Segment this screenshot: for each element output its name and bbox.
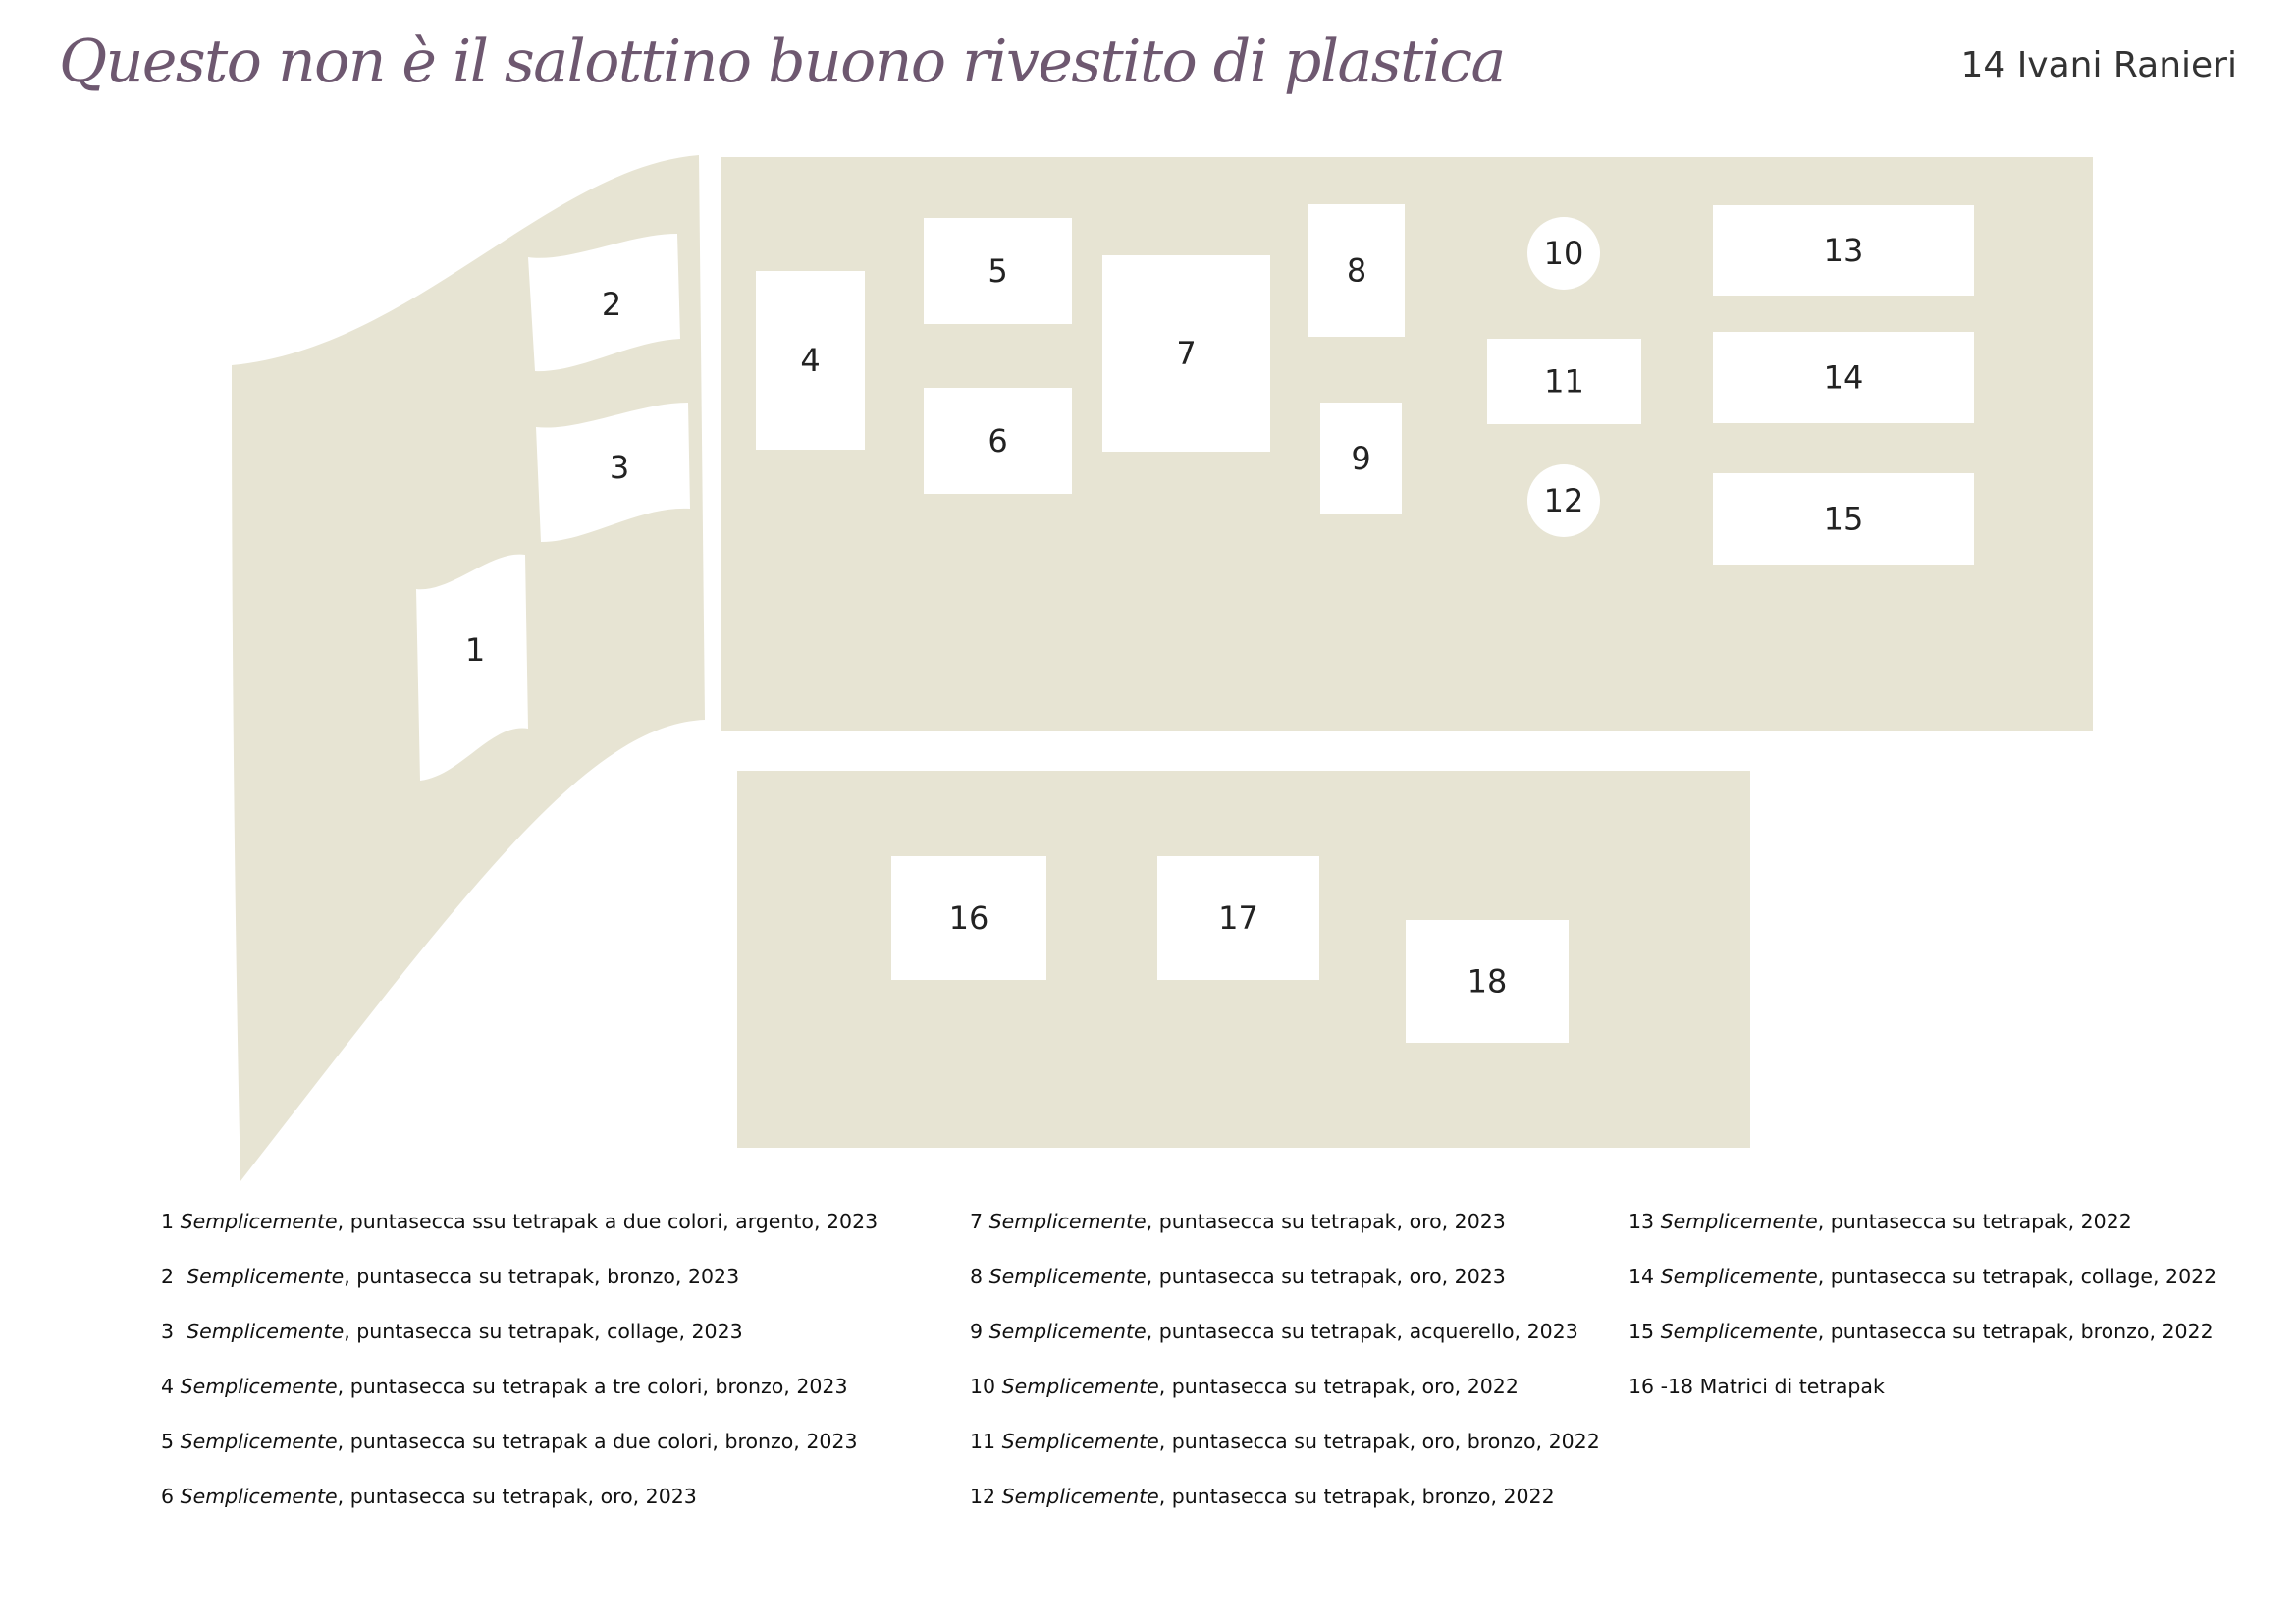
caption-details: , puntasecca su tetrapak, oro, 2023 [1146,1265,1506,1288]
piece-18-label: 18 [1467,962,1508,1001]
caption-number: 9 [970,1320,989,1343]
piece-14-label: 14 [1823,358,1864,397]
piece-5-label: 5 [988,252,1008,290]
caption-number: 12 [970,1485,1002,1508]
piece-6-label: 6 [988,422,1008,460]
caption-title: Semplicemente [988,1320,1147,1343]
room-author: 14 Ivani Ranieri [1960,45,2237,85]
piece-12-label: 12 [1543,482,1584,519]
caption-title: Semplicemente [180,1375,338,1398]
caption-number: 6 [161,1485,181,1508]
piece-7 [1102,255,1270,452]
caption-title: Semplicemente [1001,1485,1159,1508]
caption-details: , puntasecca su tetrapak, collage, 2022 [1817,1265,2217,1288]
caption-item [970,1320,1600,1375]
caption-details: , puntasecca su tetrapak, oro, bronzo, 2022 [1158,1430,1600,1453]
caption-number: 7 [970,1210,989,1233]
caption-number: 16 -18 Matrici di tetrapak [1629,1375,1885,1398]
caption-item [1629,1265,2216,1320]
caption-details: , puntasecca su tetrapak, bronzo, 2022 [1817,1320,2214,1343]
piece-6 [924,388,1072,494]
caption-title: Semplicemente [1660,1210,1818,1233]
caption-item [161,1430,878,1485]
piece-15-label: 15 [1823,500,1864,538]
caption-number: 4 [161,1375,181,1398]
caption-item [970,1485,1600,1540]
piece-10-label: 10 [1543,235,1584,272]
caption-details: , puntasecca su tetrapak, collage, 2023 [344,1320,743,1343]
piece-10 [1527,217,1600,290]
piece-4-label: 4 [800,342,821,379]
piece-13 [1713,205,1974,296]
piece-2-label: 2 [601,286,622,323]
caption-details: , puntasecca su tetrapak, acquerello, 2023 [1146,1320,1578,1343]
piece-11 [1487,339,1641,424]
piece-9 [1320,403,1402,514]
caption-details: , puntasecca su tetrapak, bronzo, 2022 [1158,1485,1555,1508]
caption-details: , puntasecca ssu tetrapak a due colori, argento, 2023 [337,1210,879,1233]
caption-title: Semplicemente [180,1430,338,1453]
caption-title: Semplicemente [180,1485,338,1508]
caption-details: , puntasecca su tetrapak, oro, 2023 [1146,1210,1506,1233]
piece-14 [1713,332,1974,423]
caption-details: , puntasecca su tetrapak a due colori, bronzo, 2023 [337,1430,858,1453]
caption-number: 1 [161,1210,181,1233]
piece-4 [756,271,865,450]
piece-17 [1157,856,1319,980]
piece-12 [1527,464,1600,537]
caption-item [1629,1320,2216,1375]
caption-details: , puntasecca su tetrapak, 2022 [1817,1210,2132,1233]
caption-details: , puntasecca su tetrapak a tre colori, bronzo, 2023 [337,1375,848,1398]
caption-number: 10 [970,1375,1002,1398]
caption-number: 11 [970,1430,1002,1453]
caption-item [970,1375,1600,1430]
caption-item [161,1485,878,1540]
caption-title: Semplicemente [180,1210,338,1233]
caption-item [970,1430,1600,1485]
caption-item [161,1210,878,1265]
caption-item [161,1320,878,1375]
caption-item [1629,1210,2216,1265]
caption-details: , puntasecca su tetrapak, bronzo, 2023 [344,1265,740,1288]
piece-16-label: 16 [948,899,989,937]
caption-item [970,1265,1600,1320]
caption-title: Semplicemente [1001,1375,1159,1398]
captions-column-3 [1629,1210,2216,1430]
piece-1-label: 1 [464,631,486,669]
caption-title: Semplicemente [988,1265,1147,1288]
captions-column-1 [161,1210,878,1540]
piece-9-label: 9 [1351,440,1371,477]
caption-title: Semplicemente [187,1320,345,1343]
captions-column-2 [970,1210,1600,1540]
piece-3-label: 3 [609,449,630,486]
caption-item [161,1265,878,1320]
piece-16 [891,856,1046,980]
piece-13-label: 13 [1823,232,1864,269]
caption-number: 15 [1629,1320,1661,1343]
caption-title: Semplicemente [988,1210,1147,1233]
caption-item [1629,1375,2216,1430]
caption-title: Semplicemente [1660,1320,1818,1343]
caption-title: Semplicemente [1660,1265,1818,1288]
caption-number: 14 [1629,1265,1661,1288]
piece-5 [924,218,1072,324]
caption-item [161,1375,878,1430]
caption-number: 8 [970,1265,989,1288]
piece-8-label: 8 [1346,251,1367,290]
caption-title: Semplicemente [187,1265,345,1288]
caption-number: 3 [161,1320,187,1343]
caption-number: 5 [161,1430,181,1453]
piece-15 [1713,473,1974,565]
piece-7-label: 7 [1176,335,1197,372]
piece-17-label: 17 [1218,899,1258,937]
piece-11-label: 11 [1544,362,1584,401]
caption-number: 13 [1629,1210,1661,1233]
caption-item [970,1210,1600,1265]
caption-details: , puntasecca su tetrapak, oro, 2022 [1158,1375,1519,1398]
caption-title: Semplicemente [1001,1430,1159,1453]
piece-18 [1406,920,1569,1043]
caption-number: 2 [161,1265,187,1288]
page-title: Questo non è il salottino buono rivestito di plastica [59,27,1505,96]
caption-details: , puntasecca su tetrapak, oro, 2023 [337,1485,697,1508]
piece-8 [1308,204,1405,337]
